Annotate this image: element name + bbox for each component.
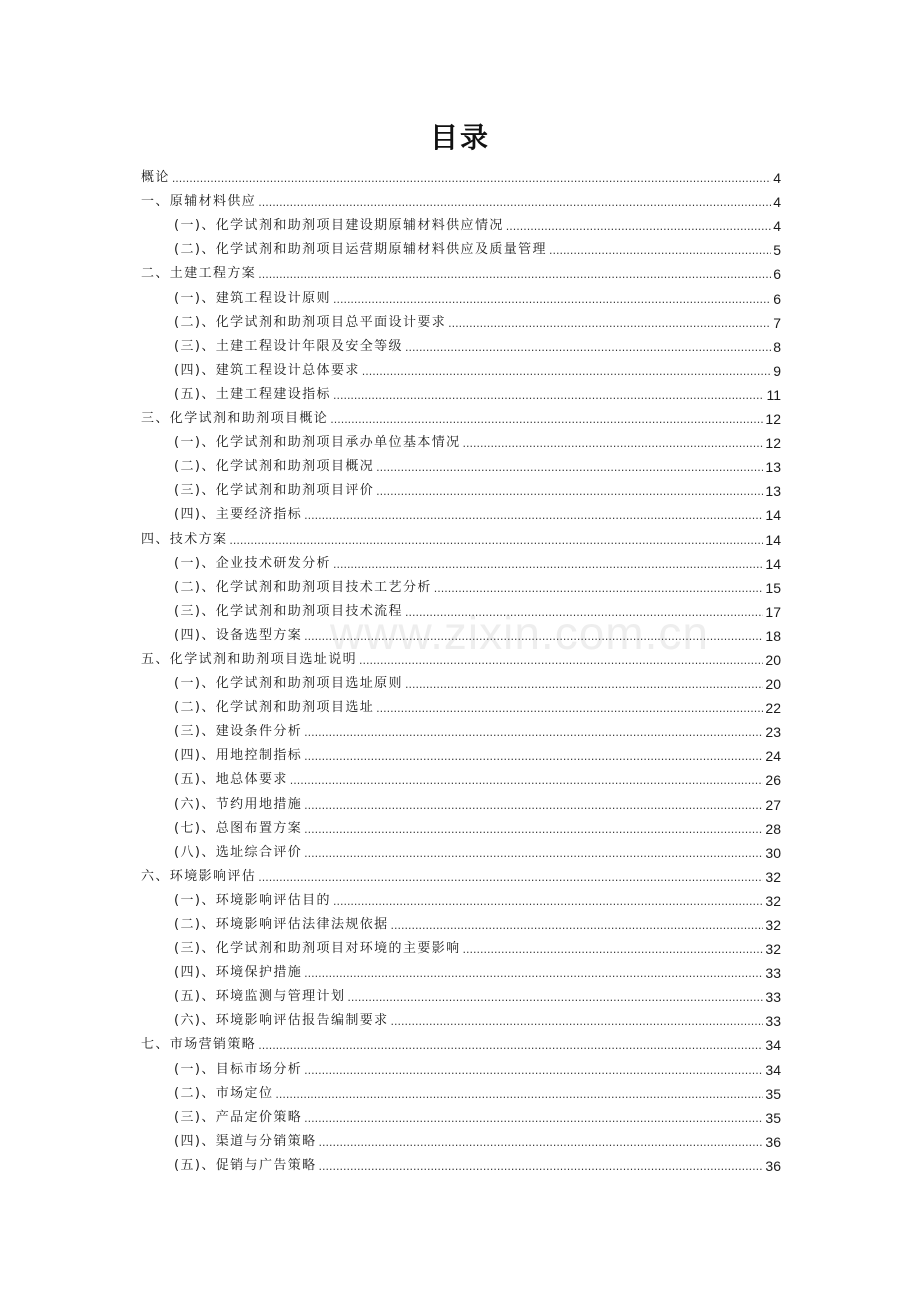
toc-entry-page: 17 [765, 603, 781, 620]
toc-dot-leader [229, 534, 763, 548]
toc-entry-page: 6 [773, 266, 781, 283]
toc-dot-leader [405, 678, 763, 692]
toc-dot-leader [362, 365, 771, 379]
toc-entry-page: 30 [765, 844, 781, 861]
toc-entry-page: 5 [773, 242, 781, 259]
toc-entry-page: 32 [765, 868, 781, 885]
toc-entry-page: 32 [765, 917, 781, 933]
toc-entry-label: 二、土建工程方案 [141, 266, 257, 282]
toc-dot-leader [172, 172, 771, 186]
toc-entry-label: 概论 [141, 170, 170, 186]
toc-entry-page: 20 [765, 651, 781, 668]
toc-entry[interactable] [141, 162, 781, 186]
toc-entry[interactable] [141, 403, 781, 427]
toc-dot-leader [333, 558, 763, 572]
toc-entry-label: (六)、环境影响评估报告编制要求 [174, 1013, 389, 1029]
toc-entry-page: 34 [765, 1061, 781, 1078]
toc-dot-leader [258, 1039, 763, 1053]
toc-entry-page: 13 [765, 459, 781, 476]
toc-entry-page: 36 [765, 1133, 781, 1150]
toc-entry-label: (一)、目标市场分析 [174, 1061, 303, 1077]
toc-entry[interactable] [141, 740, 781, 764]
toc-entry[interactable] [141, 475, 781, 499]
toc-entry-label: (六)、节约用地措施 [174, 796, 303, 812]
toc-entry-label: (一)、建筑工程设计原则 [174, 290, 331, 306]
toc-entry-page: 11 [766, 386, 781, 403]
toc-entry[interactable] [141, 282, 781, 306]
toc-entry-label: (四)、建筑工程设计总体要求 [174, 362, 360, 378]
toc-dot-leader [448, 317, 771, 331]
toc-dot-leader [463, 943, 764, 957]
toc-entry-label: (一)、化学试剂和助剂项目承办单位基本情况 [174, 435, 461, 451]
toc-dot-leader [376, 485, 763, 499]
toc-entry-page: 12 [765, 411, 781, 428]
toc-entry[interactable] [141, 548, 781, 572]
toc-dot-leader [319, 1160, 764, 1174]
toc-entry-page: 26 [765, 772, 781, 789]
toc-entry-label: 六、环境影响评估 [141, 868, 257, 884]
toc-entry[interactable] [141, 668, 781, 692]
toc-dot-leader [549, 244, 771, 258]
toc-entry-label: 三、化学试剂和助剂项目概论 [141, 411, 329, 427]
toc-entry-label: (二)、化学试剂和助剂项目选址 [174, 700, 375, 716]
toc-entry[interactable] [141, 957, 781, 981]
toc-entry-page: 15 [765, 579, 781, 596]
toc-dot-leader [333, 389, 765, 403]
toc-dot-leader [333, 895, 763, 909]
toc-entry[interactable] [141, 331, 781, 355]
toc-entry-page: 35 [765, 1085, 781, 1102]
toc-entry-page: 4 [773, 194, 781, 211]
toc-entry-page: 7 [773, 314, 781, 331]
toc-entry-label: 一、原辅材料供应 [141, 194, 257, 210]
toc-dot-leader [290, 774, 764, 788]
toc-dot-leader [304, 967, 763, 981]
toc-entry-label: 四、技术方案 [141, 531, 228, 547]
toc-dot-leader [506, 220, 771, 234]
toc-dot-leader [304, 1064, 763, 1078]
toc-entry[interactable] [141, 861, 781, 885]
toc-entry-label: (五)、土建工程建设指标 [174, 386, 331, 402]
toc-entry-label: (四)、环境保护措施 [174, 965, 303, 981]
toc-entry-page: 4 [773, 170, 781, 187]
toc-entry-page: 33 [765, 989, 781, 1006]
toc-entry-page: 34 [765, 1037, 781, 1054]
toc-entry[interactable] [141, 234, 781, 258]
toc-entry-label: (四)、渠道与分销策略 [174, 1133, 317, 1149]
toc-dot-leader [376, 461, 763, 475]
toc-dot-leader [376, 702, 763, 716]
toc-dot-leader [304, 1112, 763, 1126]
toc-entry-label: (三)、化学试剂和助剂项目技术流程 [174, 603, 403, 619]
toc-entry-page: 32 [765, 941, 781, 958]
toc-entry[interactable] [141, 210, 781, 234]
toc-dot-leader [304, 509, 763, 523]
toc-entry-page: 23 [765, 724, 781, 741]
toc-entry-label: (五)、环境监测与管理计划 [174, 989, 346, 1005]
toc-entry-label: (二)、环境影响评估法律法规依据 [174, 917, 389, 932]
toc-entry[interactable] [141, 427, 781, 451]
toc-entry[interactable] [141, 1126, 781, 1150]
toc-dot-leader [434, 582, 764, 596]
toc-dot-leader [347, 991, 763, 1005]
toc-entry-page: 20 [765, 676, 781, 693]
toc-entry-page: 22 [765, 700, 781, 717]
toc-entry-label: (二)、化学试剂和助剂项目总平面设计要求 [174, 314, 447, 330]
toc-dot-leader [304, 630, 763, 644]
toc-entry[interactable] [141, 813, 781, 837]
toc-entry[interactable] [141, 837, 781, 861]
toc-entry[interactable] [141, 933, 781, 957]
toc-entry-page: 33 [765, 965, 781, 982]
toc-entry[interactable] [141, 885, 781, 909]
toc-dot-leader [304, 823, 763, 837]
toc-entry[interactable] [141, 258, 781, 282]
toc-entry[interactable] [141, 499, 781, 523]
toc-dot-leader [319, 1136, 764, 1150]
toc-entry[interactable] [141, 788, 781, 812]
toc-entry-page: 14 [765, 531, 781, 548]
toc-entry-page: 4 [773, 218, 781, 235]
toc-entry[interactable] [141, 1005, 781, 1029]
toc-entry-label: (二)、市场定位 [174, 1085, 274, 1101]
toc-entry-label: 七、市场营销策略 [141, 1037, 257, 1053]
toc-entry-page: 14 [765, 555, 781, 572]
toc-entry-label: (七)、总图布置方案 [174, 820, 303, 836]
toc-entry-label: (一)、化学试剂和助剂项目建设期原辅材料供应情况 [174, 218, 504, 234]
watermark: www.zixin.com.cn [330, 607, 709, 659]
toc-entry-page: 28 [765, 820, 781, 837]
toc-entry[interactable] [141, 451, 781, 475]
toc-entry-page: 18 [765, 627, 781, 644]
page-title: 目录 [429, 121, 490, 154]
toc-entry-page: 27 [765, 796, 781, 813]
toc-dot-leader [391, 1015, 764, 1029]
toc-dot-leader [304, 726, 763, 740]
toc-entry[interactable] [141, 355, 781, 379]
toc-entry-label: (三)、建设条件分析 [174, 724, 303, 740]
toc-dot-leader [258, 871, 763, 885]
toc-entry[interactable] [141, 764, 781, 788]
toc-entry-page: 6 [773, 290, 781, 307]
toc-entry[interactable] [141, 981, 781, 1005]
toc-entry-label: (五)、地总体要求 [174, 772, 288, 788]
toc-entry[interactable] [141, 909, 781, 933]
toc-entry-page: 35 [765, 1109, 781, 1126]
toc-entry-label: (四)、用地控制指标 [174, 748, 303, 764]
toc-dot-leader [359, 654, 763, 668]
toc-entry-label: (三)、化学试剂和助剂项目评价 [174, 483, 375, 499]
toc-entry-label: (四)、主要经济指标 [174, 507, 303, 523]
toc-entry-label: (二)、化学试剂和助剂项目概况 [174, 459, 375, 475]
toc-entry-page: 36 [765, 1157, 781, 1174]
toc-dot-leader [258, 196, 771, 210]
toc-entry-label: (三)、产品定价策略 [174, 1109, 303, 1125]
toc-entry-page: 12 [765, 435, 781, 452]
toc-entry[interactable] [141, 620, 781, 644]
toc-entry-page: 8 [773, 338, 781, 355]
toc-entry[interactable] [141, 1150, 781, 1174]
toc-entry-page: 33 [765, 1013, 781, 1030]
toc-dot-leader [275, 1088, 763, 1102]
toc-entry[interactable] [141, 716, 781, 740]
toc-dot-leader [330, 413, 763, 427]
toc-entry-label: 五、化学试剂和助剂项目选址说明 [141, 651, 358, 667]
toc-entry-page: 9 [773, 362, 781, 379]
toc-entry-label: (一)、企业技术研发分析 [174, 555, 331, 571]
toc-entry-label: (三)、化学试剂和助剂项目对环境的主要影响 [174, 941, 461, 957]
toc-dot-leader [258, 268, 771, 282]
toc-entry-page: 32 [765, 892, 781, 909]
toc-entry[interactable] [141, 596, 781, 620]
toc-dot-leader [405, 606, 763, 620]
toc-entry-label: (二)、化学试剂和助剂项目技术工艺分析 [174, 579, 432, 595]
toc-entry[interactable] [141, 186, 781, 210]
toc-dot-leader [304, 847, 763, 861]
toc-entry[interactable] [141, 572, 781, 596]
toc-entry[interactable] [141, 379, 781, 403]
toc-entry[interactable] [141, 523, 781, 547]
toc-dot-leader [304, 799, 763, 813]
toc-entry-label: (五)、促销与广告策略 [174, 1157, 317, 1173]
toc-entry[interactable] [141, 307, 781, 331]
toc-entry-label: (一)、化学试剂和助剂项目选址原则 [174, 676, 403, 692]
toc-entry[interactable] [141, 1053, 781, 1077]
toc-dot-leader [333, 293, 771, 307]
toc-dot-leader [304, 750, 763, 764]
toc-entry-page: 14 [765, 507, 781, 524]
toc-entry-label: (三)、土建工程设计年限及安全等级 [174, 338, 403, 354]
toc-entry-label: (四)、设备选型方案 [174, 627, 303, 643]
toc-entry-label: (一)、环境影响评估目的 [174, 892, 331, 908]
toc-entry-label: (二)、化学试剂和助剂项目运营期原辅材料供应及质量管理 [174, 242, 547, 258]
toc-entry-label: (八)、选址综合评价 [174, 844, 303, 860]
toc-dot-leader [463, 437, 764, 451]
toc-entry-page: 13 [765, 483, 781, 500]
toc-entry[interactable] [141, 644, 781, 668]
table-of-contents [141, 162, 781, 1174]
toc-dot-leader [405, 341, 771, 355]
toc-entry-page: 24 [765, 748, 781, 765]
toc-dot-leader [391, 919, 764, 933]
toc-entry[interactable] [141, 1078, 781, 1102]
toc-entry[interactable] [141, 1102, 781, 1126]
toc-entry[interactable] [141, 1029, 781, 1053]
toc-entry[interactable] [141, 692, 781, 716]
